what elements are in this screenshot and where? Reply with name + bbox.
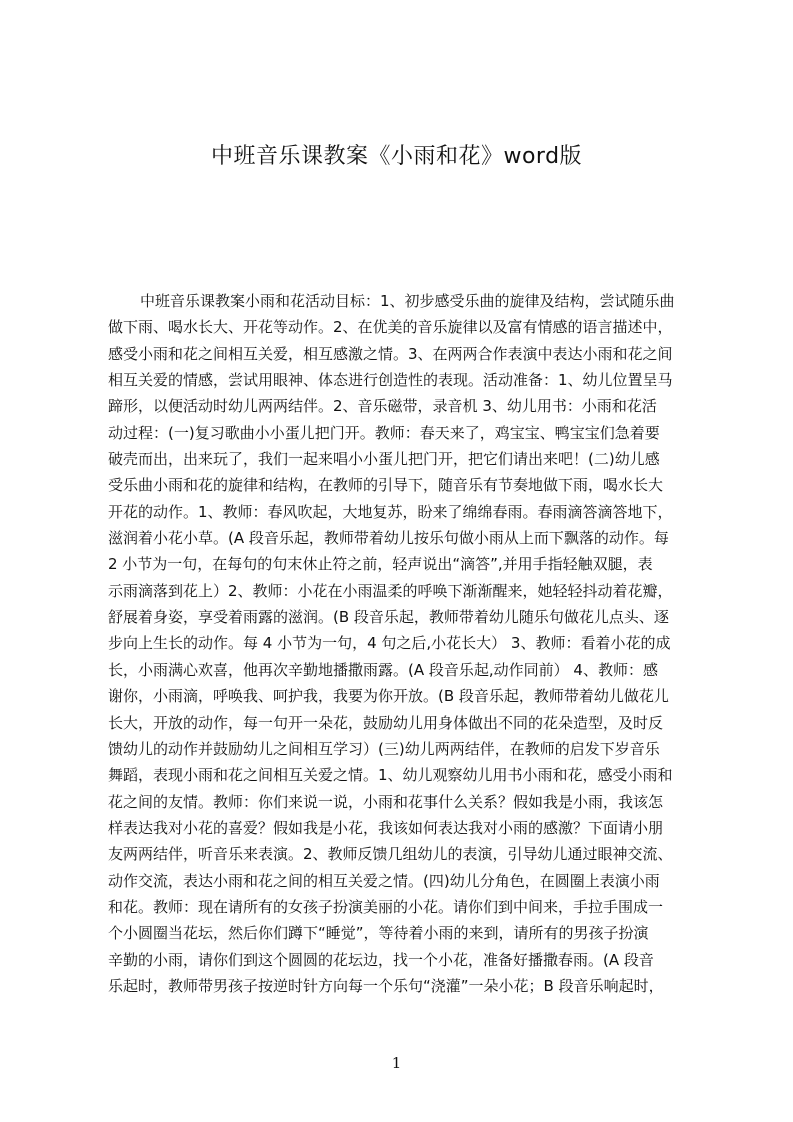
- body-line: 中班音乐课教案小雨和花活动目标：1、初步感受乐曲的旋律及结构，尝试随乐曲: [140, 292, 675, 310]
- body-line: 个小圆圈当花坛，然后你们蹲下“睡觉”，等待着小雨的来到，请所有的男孩子扮演: [108, 924, 649, 943]
- body-line: 谢你，小雨滴，呼唤我、呵护我，我要为你开放。(B 段音乐起，教师带着幼儿做花儿: [108, 687, 669, 706]
- body-line: 蹄形，以便活动时幼儿两两结伴。2、音乐磁带，录音机 3、幼儿用书：小雨和花活: [108, 397, 657, 416]
- body-line: 滋润着小花小草。(A 段音乐起，教师带着幼儿按乐句做小雨从上而下飘落的动作。每: [108, 529, 669, 548]
- body-line: 乐起时，教师带男孩子按逆时针方向每一个乐句“浇灌”一朵小花；B 段音乐响起时，: [108, 976, 664, 995]
- body-line: 2 小节为一句，在每句的句末休止符之前，轻声说出“滴答”,并用手指轻触双腿，表: [108, 555, 653, 574]
- body-line: 舞蹈，表现小雨和花之间相互关爱之情。1、幼儿观察幼儿用书小雨和花，感受小雨和: [108, 766, 673, 785]
- document-title: 中班音乐课教案《小雨和花》word版: [210, 144, 583, 169]
- body-line: 开花的动作。1、教师：春风吹起，大地复苏，盼来了绵绵春雨。春雨滴答滴答地下，: [108, 502, 673, 521]
- body-line: 示雨滴落到花上）2、教师：小花在小雨温柔的呼唤下渐渐醒来，她轻轻抖动着花瓣，: [108, 581, 673, 600]
- body-line: 步向上生长的动作。每 4 小节为一句，4 句之后,小花长大） 3、教师：看着小花的成: [108, 634, 671, 653]
- body-line: 动作交流，表达小雨和花之间的相互关爱之情。(四)幼儿分角色，在圆圈上表演小雨: [108, 871, 660, 890]
- body-line: 长大，开放的动作，每一句开一朵花，鼓励幼儿用身体做出不同的花朵造型，及时反: [108, 713, 664, 732]
- body-line: 和花。教师：现在请所有的女孩子扮演美丽的小花。请你们到中间来，手拉手围成一: [108, 897, 664, 916]
- body-line: 动过程：(一)复习歌曲小小蛋儿把门开。教师：春天来了，鸡宝宝、鸭宝宝们急着要: [108, 423, 660, 442]
- body-line: 花之间的友情。教师：你们来说一说，小雨和花事什么关系？假如我是小雨，我该怎: [108, 792, 664, 811]
- body-line: 舒展着身姿，享受着雨露的滋润。(B 段音乐起，教师带着幼儿随乐句做花儿点头、逐: [108, 608, 669, 627]
- body-line: 长，小雨满心欢喜，他再次辛勤地播撒雨露。(A 段音乐起,动作同前） 4、教师：感: [108, 660, 658, 679]
- body-line: 破壳而出，出来玩了，我们一起来唱小小蛋儿把门开，把它们请出来吧！(二)幼儿感: [108, 450, 660, 469]
- document-body: [108, 288, 698, 1012]
- body-line: 样表达我对小花的喜爱？假如我是小花，我该如何表达我对小雨的感激？下面请小朋: [108, 818, 664, 837]
- body-line: 感受小雨和花之间相互关爱，相互感激之情。3、在两两合作表演中表达小雨和花之间: [108, 344, 673, 363]
- body-line: 辛勤的小雨，请你们到这个圆圆的花坛边，找一个小花，准备好播撒春雨。(A 段音: [108, 950, 654, 969]
- page-number: 1: [391, 1054, 402, 1072]
- body-line: 相互关爱的情感，尝试用眼神、体态进行创造性的表现。活动准备：1、幼儿位置呈马: [108, 371, 673, 390]
- body-line: 友两两结伴，听音乐来表演。2、教师反馈几组幼儿的表演，引导幼儿通过眼神交流、: [108, 845, 673, 864]
- body-line: 受乐曲小雨和花的旋律和结构，在教师的引导下，随音乐有节奏地做下雨，喝水长大: [108, 476, 664, 495]
- body-line: 馈幼儿的动作并鼓励幼儿之间相互学习）(三)幼儿两两结伴，在教师的启发下岁音乐: [108, 739, 660, 758]
- body-line: 做下雨、喝水长大、开花等动作。2、在优美的音乐旋律以及富有情感的语言描述中，: [108, 318, 673, 337]
